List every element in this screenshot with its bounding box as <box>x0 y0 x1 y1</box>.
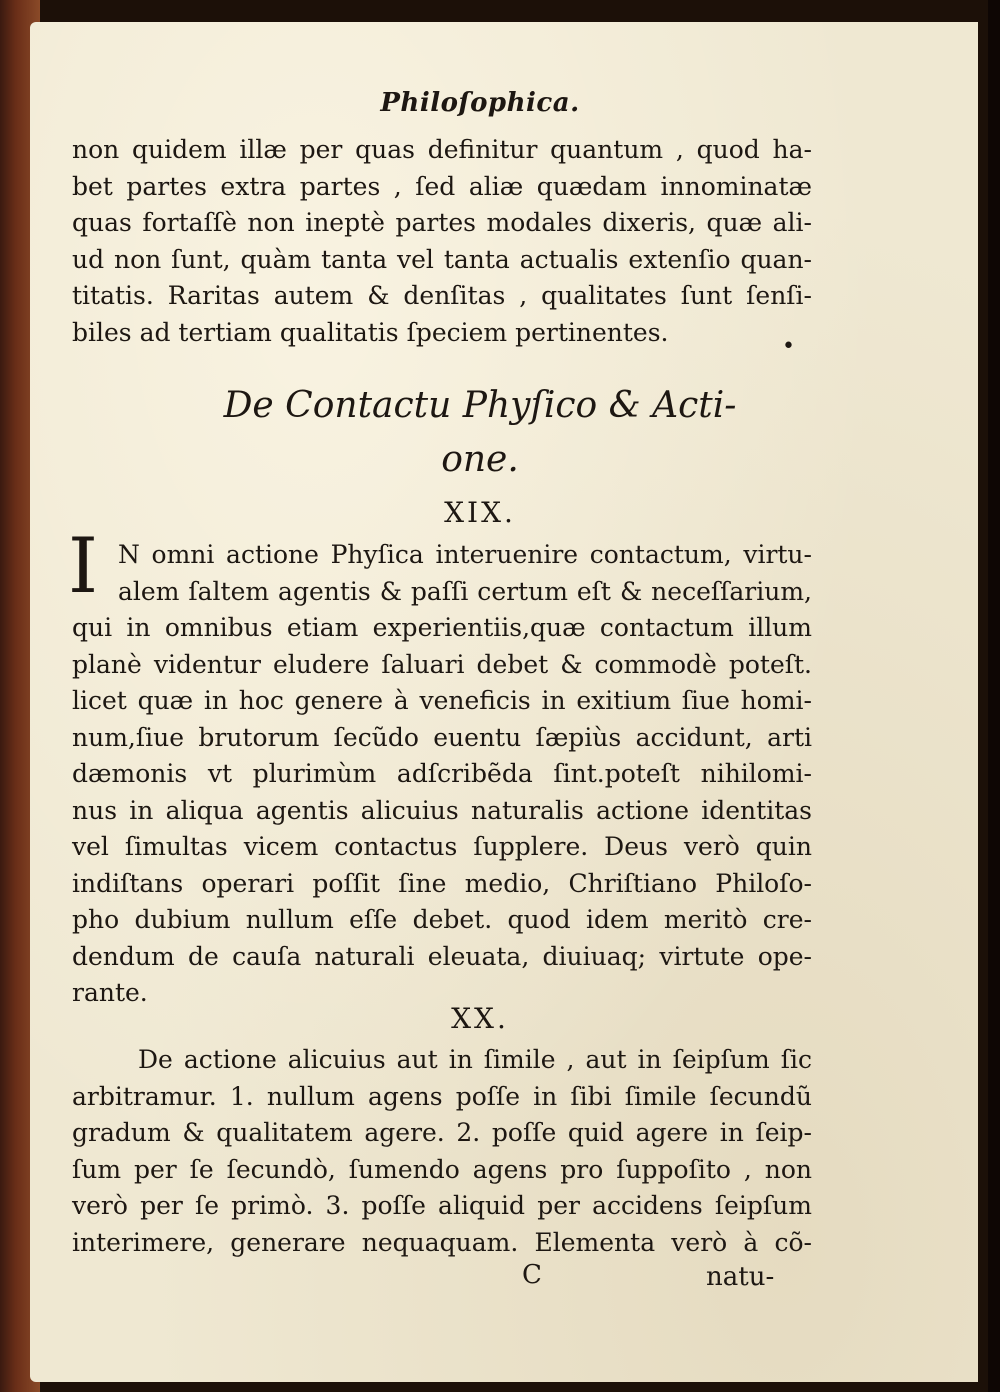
signature-mark: C <box>522 1260 542 1290</box>
text-line: dæmonis vt plurimùm adſcribẽda ſint.poteſt nihilomi- <box>72 759 812 788</box>
text-line: bet partes extra partes , ſed aliæ quædam innominatæ <box>72 171 812 201</box>
catchword: natu- <box>706 1262 775 1292</box>
text-line: qui in omnibus etiam experientiis,quæ contactum illum <box>72 613 812 642</box>
text-line: N omni actione Phyſica interuenire contactum, virtu- <box>118 540 812 569</box>
section-number-xix: XIX. <box>444 496 516 529</box>
text-line: non quidem illæ per quas definitur quantum , quod ha- <box>72 135 812 164</box>
text-line: interimere, generare nequaquam. Elementa verò à cõ- <box>72 1227 812 1257</box>
paragraph-3 <box>72 1042 812 1261</box>
text-line: dendum de cauſa naturali eleuata, diuiuaq; virtute ope- <box>72 941 812 971</box>
book-page <box>30 22 978 1382</box>
text-line: alem ſaltem agentis & paſſi certum eſt & neceſſarium, <box>118 576 812 606</box>
text-line: verò per ſe primò. 3. poſſe aliquid per accidens ſeipſum <box>72 1191 812 1220</box>
paragraph-1 <box>72 132 812 351</box>
text-line: licet quæ in hoc genere à veneficis in exitium ſiue homi- <box>72 686 812 715</box>
section-title-line-2: one. <box>441 439 519 480</box>
text-line: ſum per ſe ſecundò, ſumendo agens pro ſuppoſito , non <box>72 1154 812 1184</box>
text-line: titatis. Raritas autem & denſitas , qualitates ſunt ſenſi- <box>72 281 812 310</box>
text-line: arbitramur. 1. nullum agens poſſe in ſibi ſimile ſecundũ <box>72 1081 812 1111</box>
text-line: pho dubium nullum eſſe debet. quod idem meritò cre- <box>72 905 812 934</box>
right-edge-shadow <box>988 0 1000 1392</box>
ink-mark: • <box>782 334 795 359</box>
text-line: planè videntur eludere ſaluari debet & commodè poteſt. <box>72 649 812 679</box>
text-line: De actione alicuius aut in ſimile , aut in ſeipſum ſic <box>138 1045 812 1074</box>
section-title-line-1: De Contactu Phyſico & Acti- <box>223 385 737 426</box>
drop-initial: I <box>68 521 99 610</box>
text-line: ud non ſunt, quàm tanta vel tanta actualis extenſio quan- <box>72 244 812 274</box>
text-line: gradum & qualitatem agere. 2. poſſe quid agere in ſeip- <box>72 1118 812 1147</box>
paragraph-2 <box>72 610 812 1012</box>
running-head: Philoſophica. <box>380 88 580 118</box>
section-number-xx: XX. <box>451 1002 509 1035</box>
text-line: indiſtans operari poſſit ſine medio, Chriſtiano Philoſo- <box>72 868 812 898</box>
paragraph-2-opening <box>118 537 812 610</box>
text-line: nus in aliqua agentis alicuius naturalis actione identitas <box>72 795 812 825</box>
text-line: rante. <box>72 978 148 1007</box>
text-line: quas fortaſſè non ineptè partes modales dixeris, quæ ali- <box>72 208 812 237</box>
text-line: num,ſiue brutorum ſecũdo euentu ſæpiùs accidunt, arti <box>72 722 812 752</box>
text-line: vel ſimultas vicem contactus ſupplere. Deus verò quin <box>72 832 812 861</box>
text-line: biles ad tertiam qualitatis ſpeciem pertinentes. <box>72 317 669 347</box>
